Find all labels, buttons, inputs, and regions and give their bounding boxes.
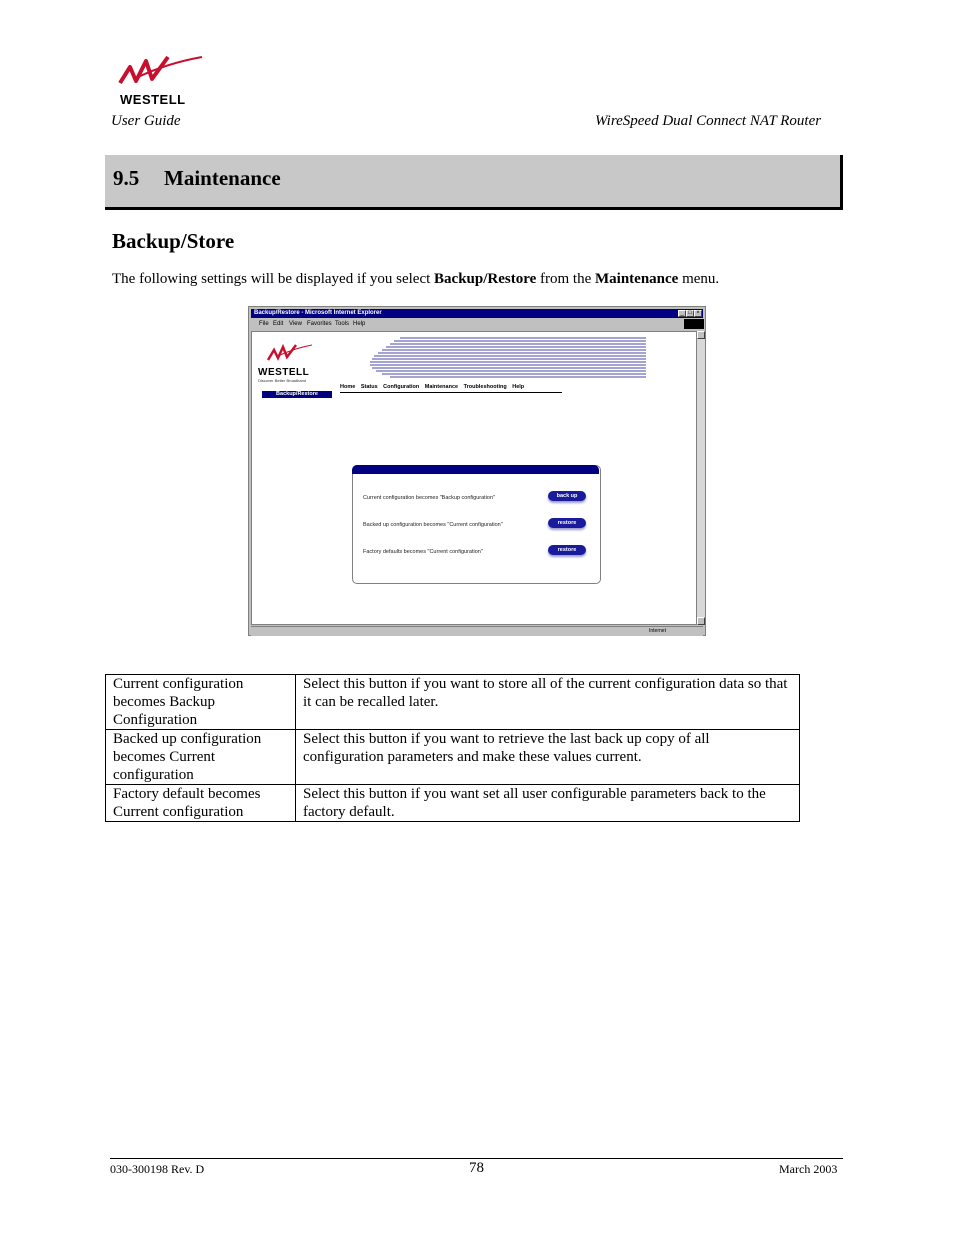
restore-button[interactable]: restore [548, 518, 586, 528]
intro-paragraph: The following settings will be displayed if you select Backup/Restore from the Maintenance menu. [112, 271, 720, 287]
footer-date: March 2003 [779, 1162, 838, 1176]
nav-configuration[interactable]: Configuration [383, 384, 420, 390]
nav-underline [340, 392, 562, 393]
table-row [106, 730, 800, 785]
section-number: 9.5 [113, 166, 140, 190]
header-right: WireSpeed Dual Connect NAT Router [595, 113, 822, 129]
inner-brand: WESTELL [258, 367, 310, 378]
settings-table [105, 674, 800, 822]
minimize-button[interactable]: _ [678, 310, 686, 317]
maximize-button[interactable]: □ [686, 310, 694, 317]
footer-page-number: 78 [469, 1160, 484, 1176]
footer-rule [110, 1158, 843, 1159]
westell-logo [108, 55, 204, 107]
menu-help[interactable]: Help [353, 321, 366, 327]
header-left: User Guide [111, 113, 181, 129]
vertical-scrollbar[interactable] [697, 331, 705, 625]
footer-doc-number: 030-300198 Rev. D [110, 1162, 205, 1176]
section-banner [105, 155, 843, 210]
row-label-restore: Backed up configuration becomes "Current configuration" [363, 522, 503, 528]
status-bar [251, 626, 703, 636]
menu-edit[interactable]: Edit [273, 321, 284, 327]
table-description: Select this button if you want set all user configurable parameters back to the factory default. [296, 785, 800, 822]
backup-restore-panel [352, 465, 601, 584]
nav-home[interactable]: Home [340, 384, 356, 390]
table-term: Backed up configuration becomes Current configuration [106, 730, 296, 785]
browser-viewport [251, 331, 697, 625]
menu-bar [251, 319, 703, 329]
table-description: Select this button if you want to retrieve the last back up copy of all configuration parameters and make these values current. [296, 730, 800, 785]
close-button[interactable]: × [694, 310, 702, 317]
nav-help[interactable]: Help [512, 384, 525, 390]
menu-view[interactable]: View [289, 321, 302, 327]
panel-header [352, 465, 599, 474]
nav-status[interactable]: Status [360, 384, 378, 390]
table-term: Current configuration becomes Backup Configuration [106, 675, 296, 730]
window-title: Backup/Restore - Microsoft Internet Explorer [254, 310, 382, 316]
menu-tools[interactable]: Tools [335, 321, 350, 327]
browser-screenshot [248, 306, 706, 636]
subsection-heading: Backup/Store [112, 229, 235, 253]
inner-nav [340, 384, 528, 390]
row-label-factory: Factory defaults becomes "Current configuration" [363, 549, 483, 555]
nav-maintenance[interactable]: Maintenance [424, 384, 459, 390]
table-row [106, 785, 800, 822]
back-up-button[interactable]: back up [548, 491, 586, 501]
ie-throbber-icon [684, 319, 704, 329]
table-row [106, 675, 800, 730]
scroll-down-icon[interactable] [697, 617, 705, 625]
inner-tagline: Discover Better Broadband [258, 378, 307, 383]
section-title: Maintenance [164, 166, 281, 190]
row-label-backup: Current configuration becomes "Backup configuration" [363, 495, 496, 501]
scroll-up-icon[interactable] [697, 331, 705, 339]
menu-favorites[interactable]: Favorites [307, 321, 332, 327]
nav-troubleshooting[interactable]: Troubleshooting [463, 384, 507, 390]
window-titlebar [251, 309, 703, 318]
header-stripes [360, 336, 646, 380]
status-zone: Internet [649, 628, 666, 634]
page-label: Backup/Restore [262, 391, 332, 398]
table-term: Factory default becomes Current configuration [106, 785, 296, 822]
table-description: Select this button if you want to store all of the current configuration data so that it can be recalled later. [296, 675, 800, 730]
logo-text: WESTELL [120, 92, 186, 107]
menu-file[interactable]: File [259, 321, 269, 327]
factory-restore-button[interactable]: restore [548, 545, 586, 555]
westell-logo-small [264, 344, 314, 368]
